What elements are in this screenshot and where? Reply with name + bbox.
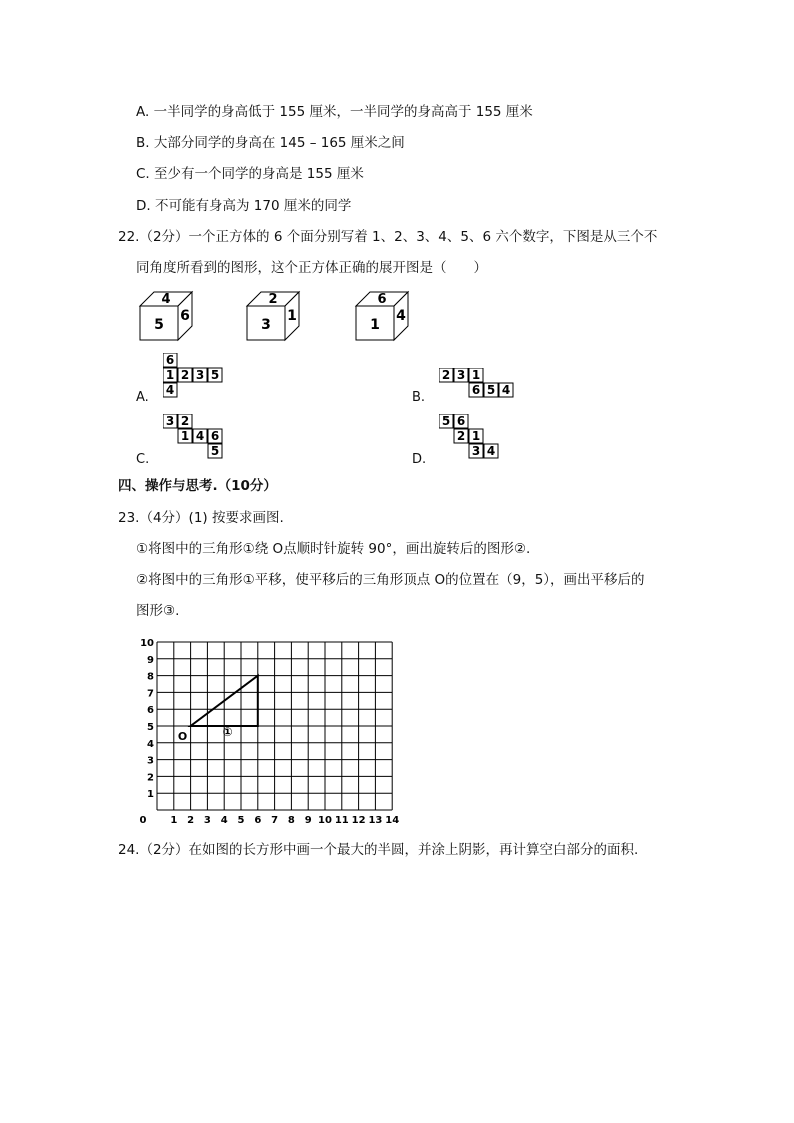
q22-line2: 同角度所看到的图形，这个正方体正确的展开图是（ ） <box>136 260 487 276</box>
net-c-cell: 2 <box>180 414 190 428</box>
x-tick-label: 5 <box>237 815 245 826</box>
q22-option-b-label[interactable]: B. <box>412 390 426 405</box>
net-d-cell: 2 <box>456 429 466 443</box>
q22-option-b-net[interactable] <box>439 368 519 407</box>
q22-option-c-net[interactable] <box>163 414 233 468</box>
net-a-cell: 4 <box>165 383 175 397</box>
net-a-cell: 3 <box>195 368 205 382</box>
q22-line1: 22.（2分）一个正方体的 6 个面分别写着 1、2、3、4、5、6 六个数字，下图是从三个不 <box>118 229 658 245</box>
x-tick-label: 0 <box>139 815 147 826</box>
net-d-cell: 6 <box>456 414 466 428</box>
cube1-front: 5 <box>154 317 164 333</box>
net-d-cell: 3 <box>471 444 481 458</box>
cube3-top: 6 <box>377 292 387 307</box>
q22-option-d-label[interactable]: D. <box>412 452 427 467</box>
x-tick-label: 4 <box>220 815 228 826</box>
triangle-label: ① <box>222 725 233 740</box>
net-c-cell: 6 <box>210 429 220 443</box>
y-tick-label: 5 <box>147 722 154 733</box>
cube1-top: 4 <box>161 292 171 307</box>
section-title: 四、操作与思考.（10分） <box>118 478 277 494</box>
y-tick-label: 4 <box>147 738 154 750</box>
x-tick-label: 7 <box>271 815 279 826</box>
q23-item2a: ②将图中的三角形①平移，使平移后的三角形顶点 O的位置在（9，5），画出平移后的 <box>136 572 645 588</box>
x-tick-label: 12 <box>351 815 366 826</box>
x-tick-label: 9 <box>304 815 312 826</box>
net-b-cell: 1 <box>471 368 481 382</box>
cube-view-1 <box>140 290 200 349</box>
cube2-front: 3 <box>261 317 271 333</box>
q21-option-c: C. 至少有一个同学的身高是 155 厘米 <box>136 166 364 182</box>
q23-item2b: 图形③. <box>136 603 180 619</box>
cube2-top: 2 <box>268 292 278 307</box>
x-tick-label: 8 <box>287 815 295 826</box>
net-b-cell: 3 <box>456 368 466 382</box>
cube-view-3 <box>356 290 416 349</box>
net-a-cell: 5 <box>210 368 220 382</box>
q22-option-d-net[interactable] <box>439 414 509 468</box>
x-tick-label: 2 <box>187 815 195 826</box>
q23-item1: ①将图中的三角形①绕 O点顺时针旋转 90°，画出旋转后的图形②. <box>136 541 531 557</box>
net-b-cell: 2 <box>441 368 451 382</box>
y-tick-label: 10 <box>140 638 154 649</box>
net-b-cell: 5 <box>486 383 496 397</box>
q22-option-a-net[interactable] <box>163 353 233 407</box>
x-tick-label: 3 <box>203 815 211 826</box>
net-c-cell: 1 <box>180 429 190 443</box>
net-d-cell: 4 <box>486 444 496 458</box>
net-b-cell: 6 <box>471 383 481 397</box>
cube3-front: 1 <box>370 317 380 333</box>
y-tick-label: 7 <box>147 688 154 700</box>
y-tick-label: 9 <box>147 654 154 666</box>
net-c-cell: 5 <box>210 444 220 458</box>
x-tick-label: 1 <box>170 815 178 826</box>
net-a-cell: 6 <box>165 353 175 367</box>
y-tick-label: 6 <box>147 705 154 717</box>
y-tick-label: 8 <box>147 671 154 683</box>
x-tick-label: 6 <box>254 815 262 826</box>
net-b-cell: 4 <box>501 383 511 397</box>
q21-option-a: A. 一半同学的身高低于 155 厘米，一半同学的身高高于 155 厘米 <box>136 104 533 120</box>
x-tick-label: 11 <box>334 815 349 826</box>
q24-text: 24.（2分）在如图的长方形中画一个最大的半圆，并涂上阴影，再计算空白部分的面积. <box>118 842 639 858</box>
q22-option-a-label[interactable]: A. <box>136 390 149 405</box>
x-tick-label: 14 <box>385 815 400 826</box>
cube1-side: 6 <box>180 308 190 324</box>
grid-svg <box>130 630 420 830</box>
q21-option-d: D. 不可能有身高为 170 厘米的同学 <box>136 198 352 214</box>
y-tick-label: 2 <box>147 772 154 784</box>
q21-option-b: B. 大部分同学的身高在 145 – 165 厘米之间 <box>136 135 405 151</box>
x-tick-label: 10 <box>318 815 332 826</box>
net-c-cell: 3 <box>165 414 175 428</box>
q23-line1: 23.（4分）(1) 按要求画图. <box>118 510 284 526</box>
x-tick-label: 13 <box>368 815 383 826</box>
net-a-cell: 1 <box>165 368 175 382</box>
net-d-cell: 1 <box>471 429 481 443</box>
net-c-cell: 4 <box>195 429 205 443</box>
coordinate-grid <box>130 630 420 834</box>
q22-option-c-label[interactable]: C. <box>136 452 150 467</box>
cube2-side: 1 <box>287 308 297 324</box>
net-d-cell: 5 <box>441 414 451 428</box>
y-tick-label: 1 <box>147 789 154 801</box>
net-a-cell: 2 <box>180 368 190 382</box>
cube3-side: 4 <box>396 308 406 324</box>
point-o-label: O <box>177 730 188 743</box>
y-tick-label: 3 <box>147 755 154 767</box>
cube-view-2 <box>247 290 307 349</box>
